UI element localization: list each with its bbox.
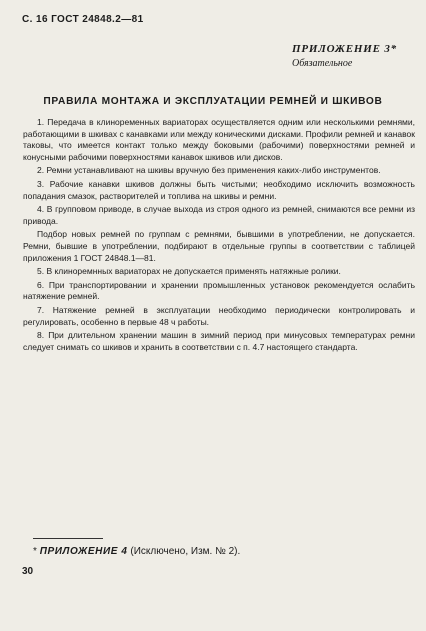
paragraph-2: 2. Ремни устанавливают на шкивы вручную без применения каких-либо инструментов. [37, 165, 381, 176]
running-header: С. 16 ГОСТ 24848.2—81 [22, 14, 144, 25]
paragraph-4-continued: Подбор новых ремней по группам с ремнями, бывшими в употреблении, не допускается. Ремни, бывшие в употреблении, подбирают в отдельные группы в соответствии с таблицей приложения 1 ГОСТ 24848.1—81. [23, 229, 415, 263]
footnote-divider [33, 538, 103, 539]
paragraph-8: 8. При длительном хранении машин в зимний период при минусовых температурах ремни следует снимать со шкивов и хранить в соответствии с п. 4.7 настоящего стандарта. [23, 330, 415, 352]
paragraph-3: 3. Рабочие канавки шкивов должны быть чистыми; необходимо исключить возможность попадания смазок, растворителей и топлива на шкивы и ремни. [23, 178, 415, 201]
appendix-status: Обязательное [292, 58, 353, 69]
appendix-label [292, 43, 402, 69]
document-title: ПРАВИЛА МОНТАЖА И ЭКСПЛУАТАЦИИ РЕМНЕЙ И ШКИВОВ [43, 96, 383, 107]
appendix-title: ПРИЛОЖЕНИЕ 3* [292, 43, 397, 55]
footnote [33, 546, 240, 557]
page-number: 30 [22, 566, 34, 577]
paragraph-4: 4. В групповом приводе, в случае выхода из строя одного из ремней, снимаются все ремни из привода. [23, 204, 415, 226]
footnote-marker: * [33, 546, 37, 557]
body-text [23, 117, 415, 355]
footnote-text: (Исключено, Изм. № 2). [130, 546, 241, 557]
footnote-title: ПРИЛОЖЕНИЕ 4 [39, 546, 128, 557]
paragraph-5: 5. В клиноремнных вариаторах не допускается применять натяжные ролики. [37, 266, 341, 277]
paragraph-1: 1. Передача в клиноременных вариаторах осуществляется одним или несколькими ремнями, работающими в шкивах с канавками или между коническими дисками. Профили ремней и канавок таковы, что имеется контакт только между боковыми (рабочими) поверхностями ремней и конусными рабочими поверхностями канавок шкивов или дисков. [23, 117, 415, 162]
paragraph-7: 7. Натяжение ремней в эксплуатации необходимо периодически контролировать и регулировать, особенно в первые 48 ч работы. [23, 304, 415, 327]
paragraph-6: 6. При транспортировании и хранении промышленных установок рекомендуется ослабить натяжение ремней. [23, 279, 415, 302]
